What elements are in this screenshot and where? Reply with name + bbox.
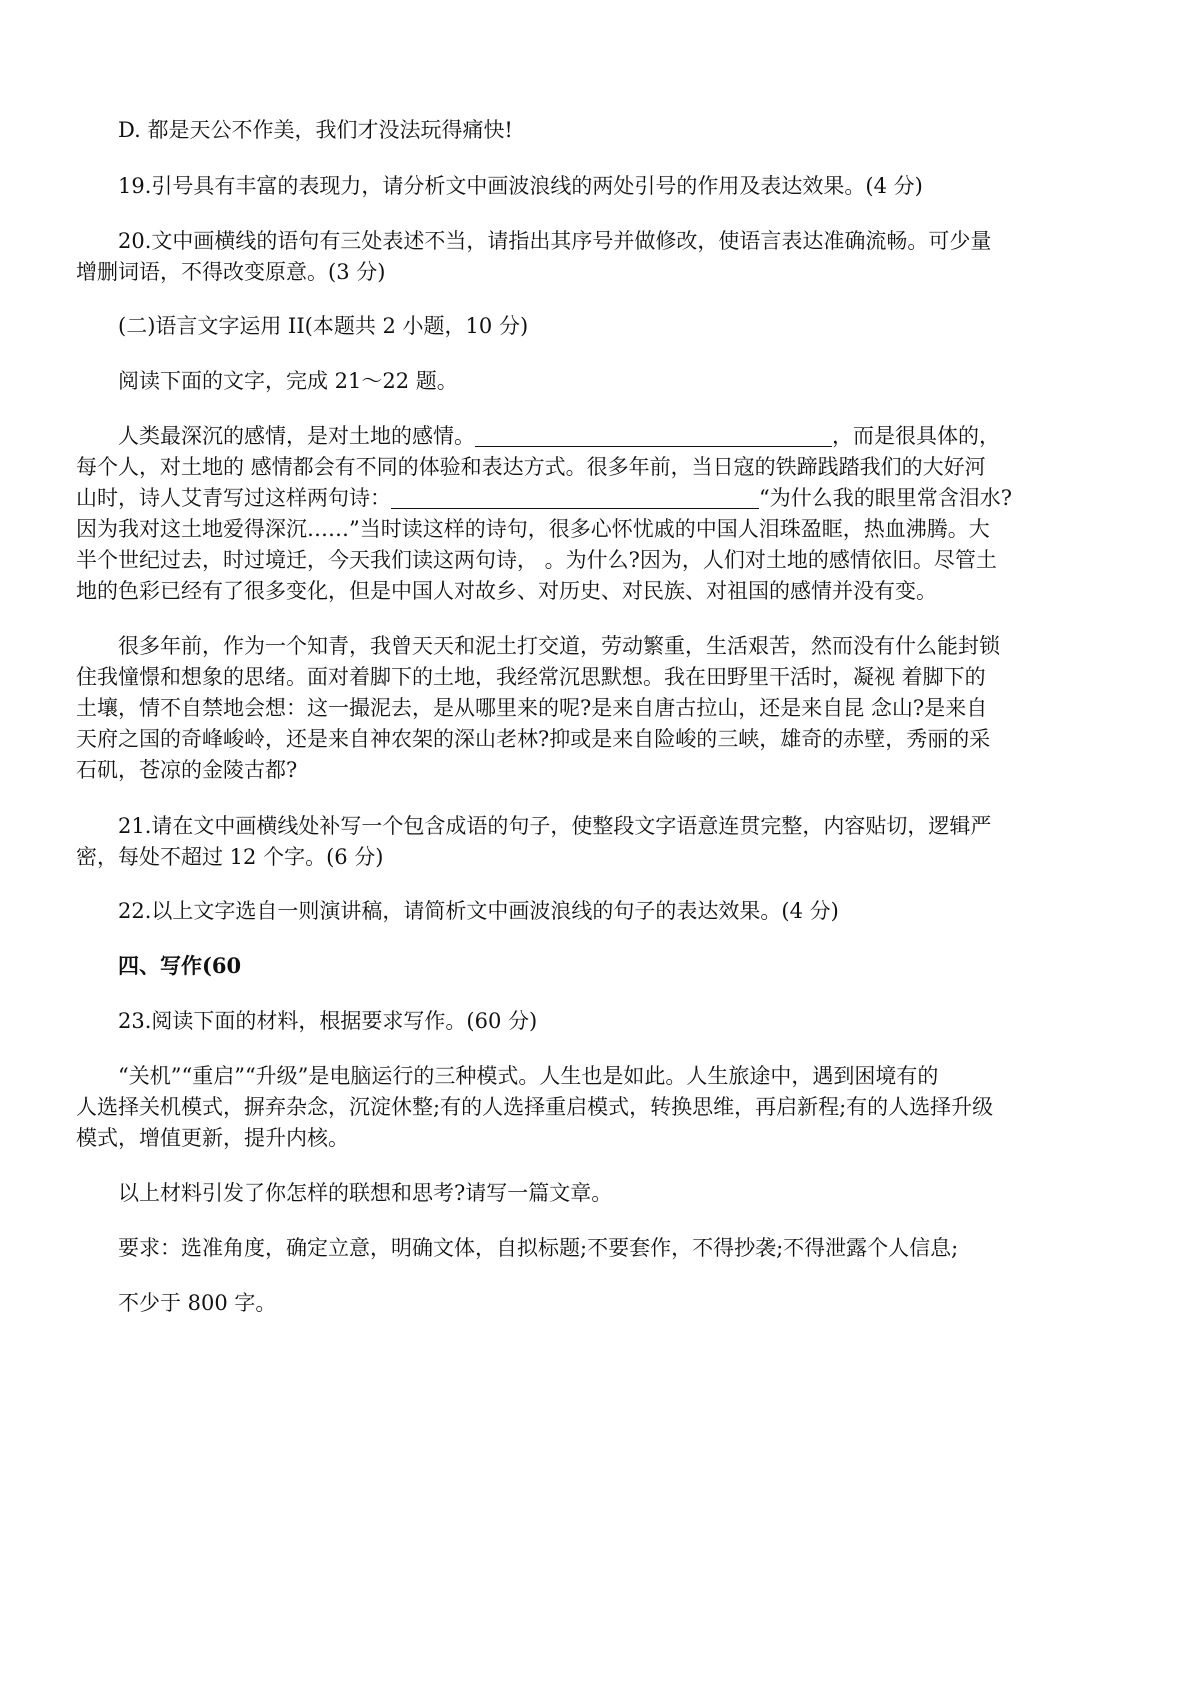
- passage-1-line-1: [118, 420, 1000, 450]
- question-22: 22.以上文字选自一则演讲稿，请简析文中画波浪线的句子的表达效果。(4 分): [118, 899, 839, 923]
- question-19: 19.引号具有丰富的表现力，请分析文中画波浪线的两处引号的作用及表达效果。(4 分): [118, 174, 923, 198]
- passage-1-line-4: 因为我对这土地爱得深沉……”当时读这样的诗句，很多心怀忧戚的中国人泪珠盈眶，热血沸腾。大: [76, 517, 990, 541]
- fill-in-blank-1: [475, 424, 832, 447]
- passage-1-text-a: 人类最深沉的感情，是对土地的感情。: [118, 424, 475, 448]
- word-count-requirement: 不少于 800 字。: [118, 1291, 277, 1315]
- section-2-heading: (二)语言文字运用 II(本题共 2 小题，10 分): [118, 314, 529, 338]
- passage-1-text-c: 山时，诗人艾青写过这样两句诗：: [76, 486, 391, 510]
- writing-prompt: 以上材料引发了你怎样的联想和思考?请写一篇文章。: [118, 1181, 613, 1205]
- material-line-3: 模式，增值更新，提升内核。: [76, 1126, 349, 1150]
- section-4-heading: 四、写作(60: [118, 953, 242, 978]
- question-20-line-1: 20.文中画横线的语句有三处表述不当，请指出其序号并做修改，使语言表达准确流畅。可少量: [118, 229, 992, 253]
- passage-2-line-5: 石矶，苍凉的金陵古都?: [76, 758, 298, 782]
- passage-1-line-2: 每个人，对土地的 感情都会有不同的体验和表达方式。很多年前，当日寇的铁蹄践踏我们的大好河: [76, 455, 986, 479]
- passage-1-text-b: ，而是很具体的，: [832, 424, 1000, 448]
- passage-2-line-3: 土壤，情不自禁地会想：这一撮泥去，是从哪里来的呢?是来自唐古拉山，还是来自昆 念山?是来自: [76, 696, 988, 720]
- question-21-line-2: 密，每处不超过 12 个字。(6 分): [76, 845, 384, 869]
- question-21-line-1: 21.请在文中画横线处补写一个包含成语的句子，使整段文字语意连贯完整，内容贴切，逻辑严: [118, 814, 992, 838]
- writing-requirements: 要求：选准角度，确定立意，明确文体，自拟标题;不要套作，不得抄袭;不得泄露个人信息;: [118, 1236, 959, 1260]
- material-line-1: “关机”“重启”“升级”是电脑运行的三种模式。人生也是如此。人生旅途中，遇到困境有的: [118, 1064, 939, 1088]
- option-d: D. 都是天公不作美，我们才没法玩得痛快!: [118, 118, 513, 142]
- passage-2-line-1: 很多年前，作为一个知青，我曾天天和泥土打交道，劳动繁重，生活艰苦，然而没有什么能封锁: [118, 634, 1000, 658]
- passage-1-line-6: 地的色彩已经有了很多变化，但是中国人对故乡、对历史、对民族、对祖国的感情并没有变。: [76, 579, 937, 603]
- passage-1-line-5: 半个世纪过去，时过境迁，今天我们读这两句诗， 。为什么?因为，人们对土地的感情依旧。尽管土: [76, 548, 997, 572]
- passage-2-line-4: 天府之国的奇峰峻岭，还是来自神农架的深山老林?抑或是来自险峻的三峡，雄奇的赤壁，秀丽的采: [76, 727, 991, 751]
- fill-in-blank-2: [391, 486, 759, 509]
- passage-1-text-d: “为什么我的眼里常含泪水?: [759, 486, 1012, 510]
- reading-intro: 阅读下面的文字，完成 21～22 题。: [118, 369, 458, 393]
- passage-2-line-2: 住我憧憬和想象的思绪。面对着脚下的土地，我经常沉思默想。我在田野里干活时，凝视 着脚下的: [76, 665, 986, 689]
- question-23: 23.阅读下面的材料，根据要求写作。(60 分): [118, 1009, 538, 1033]
- passage-1-line-3: [76, 482, 1012, 512]
- question-20-line-2: 增删词语，不得改变原意。(3 分): [76, 260, 386, 284]
- material-line-2: 人选择关机模式，摒弃杂念，沉淀休整;有的人选择重启模式，转换思维，再启新程;有的人选择升级: [76, 1095, 994, 1119]
